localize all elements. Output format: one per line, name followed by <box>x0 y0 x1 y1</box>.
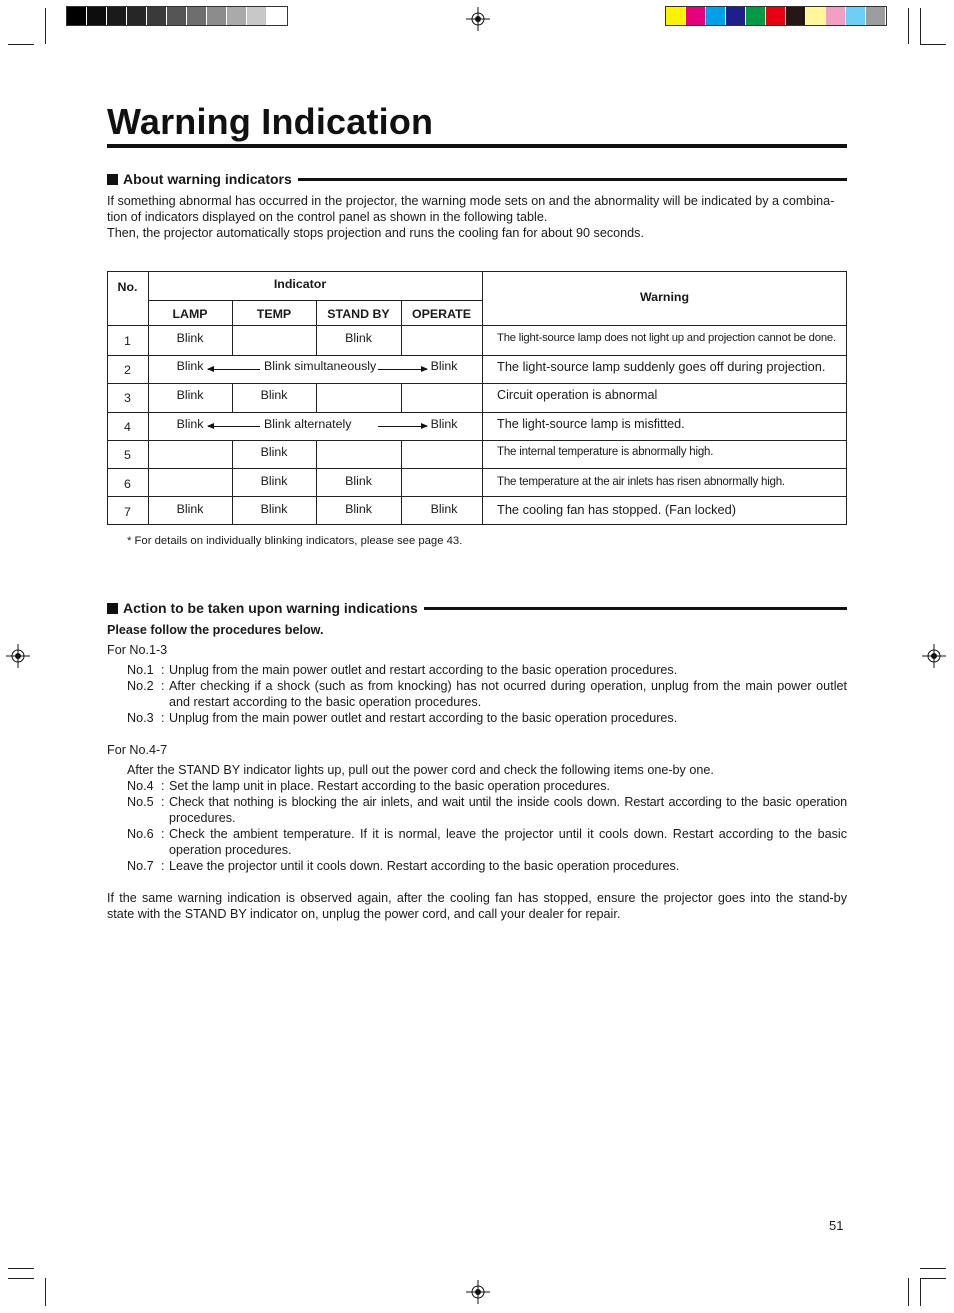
step-number: No.1 <box>127 663 154 677</box>
row-7-no: 7 <box>124 505 131 519</box>
group2-label: For No.4-7 <box>107 743 168 757</box>
step-no3: No.3 : Unplug from the main power outlet and restart according to the basic operation procedures. <box>127 710 847 726</box>
row-2-no: 2 <box>124 363 131 377</box>
step-number: No.6 <box>127 827 154 841</box>
gray-swatch <box>147 7 166 25</box>
row-4-span: Blink alternately <box>264 417 352 431</box>
row-5-temp: Blink <box>260 445 288 459</box>
header-standby: STAND BY <box>327 307 390 321</box>
arrow-left-icon <box>208 369 260 370</box>
row-1-standby: Blink <box>345 331 372 345</box>
color-swatch <box>706 7 725 25</box>
header-operate: OPERATE <box>412 307 471 321</box>
registration-mark-left-icon <box>6 644 30 668</box>
color-swatch <box>746 7 765 25</box>
row-5-warning: The internal temperature is abnormally high. <box>497 446 714 458</box>
header-temp: TEMP <box>256 307 292 321</box>
step-text: Unplug from the main power outlet and restart according to the basic operation procedures. <box>169 663 678 677</box>
registration-mark-top-icon <box>466 7 490 31</box>
row-6-temp: Blink <box>260 474 288 488</box>
row-1-no: 1 <box>124 334 131 348</box>
row-2-lamp: Blink <box>176 359 204 373</box>
row-4-no: 4 <box>124 420 131 434</box>
color-swatch <box>866 7 885 25</box>
row-4-lamp: Blink <box>176 417 204 431</box>
gray-swatch <box>67 7 86 25</box>
step-number: No.3 <box>127 711 154 725</box>
page-title: Warning Indication <box>107 101 434 142</box>
row-4-operate: Blink <box>430 417 458 431</box>
row-2-span: Blink simultaneously <box>264 359 377 373</box>
row-3-lamp: Blink <box>176 388 204 402</box>
gray-swatch <box>247 7 266 25</box>
row-2-warning: The light-source lamp suddenly goes off during projection. <box>497 359 826 374</box>
square-bullet-icon <box>107 603 118 614</box>
color-swatch <box>826 7 845 25</box>
row-7-standby: Blink <box>345 502 372 516</box>
page-number: 51 <box>829 1218 844 1233</box>
step-no5: No.5 : Check that nothing is blocking the air inlets, and wait until the inside cools down. Restart according to the basic operation procedures. <box>127 795 847 825</box>
step-number: No.7 <box>127 859 154 873</box>
square-bullet-icon <box>107 174 118 185</box>
row-1-lamp: Blink <box>176 331 204 345</box>
color-swatch <box>686 7 705 25</box>
step-no4: No.4 : Set the lamp unit in place. Restart according to the basic operation procedures. <box>127 778 847 794</box>
closing-line-1: If the same warning indication is observed again, after the cooling fan has stopped, ensure the projector goes into the stand-by <box>107 891 847 905</box>
step-no7: No.7 : Leave the projector until it cools down. Restart according to the basic operation procedures. <box>127 858 847 874</box>
intro-line-1: If something abnormal has occurred in the projector, the warning mode sets on and the abnormality will be indicated by a combina- <box>107 194 835 208</box>
step-number: No.4 <box>127 779 154 793</box>
row-7-warning: The cooling fan has stopped. (Fan locked) <box>497 502 737 517</box>
row-7-lamp: Blink <box>176 502 204 516</box>
gray-swatch <box>127 7 146 25</box>
gray-swatch <box>227 7 246 25</box>
row-2-operate: Blink <box>430 359 458 373</box>
row-3-no: 3 <box>124 391 131 405</box>
gray-swatch <box>87 7 106 25</box>
color-swatch-bar <box>665 6 887 26</box>
step-text: Set the lamp unit in place. Restart according to the basic operation procedures. <box>169 779 611 793</box>
row-6-no: 6 <box>124 477 131 491</box>
row-7-temp: Blink <box>260 502 288 516</box>
color-swatch <box>666 7 685 25</box>
heading-rule <box>298 178 847 181</box>
group2-intro: After the STAND BY indicator lights up, pull out the power cord and check the following items one-by one. <box>127 763 714 777</box>
header-lamp: LAMP <box>172 307 208 321</box>
row-6-warning: The temperature at the air inlets has risen abnormally high. <box>497 475 785 488</box>
gray-swatch <box>207 7 226 25</box>
row-7-operate: Blink <box>430 502 458 516</box>
title-rule <box>107 144 847 148</box>
section-heading-text: About warning indicators <box>123 171 292 187</box>
color-swatch <box>846 7 865 25</box>
intro-line-2: tion of indicators displayed on the control panel as shown in the following table. <box>107 210 548 224</box>
gray-swatch <box>107 7 126 25</box>
gray-swatch <box>187 7 206 25</box>
registration-mark-right-icon <box>922 644 946 668</box>
color-swatch <box>726 7 745 25</box>
registration-mark-bottom-icon <box>466 1280 490 1304</box>
header-indicator: Indicator <box>273 277 327 291</box>
heading-rule <box>424 607 847 610</box>
intro-line-3: Then, the projector automatically stops projection and runs the cooling fan for about 90 seconds. <box>107 226 644 240</box>
gray-swatch-bar <box>66 6 288 26</box>
section-heading-about <box>107 171 847 187</box>
section-heading-text: Action to be taken upon warning indications <box>123 600 418 616</box>
group1-label: For No.1-3 <box>107 643 168 657</box>
header-warning: Warning <box>639 290 690 304</box>
step-text: Unplug from the main power outlet and restart according to the basic operation procedures. <box>169 711 678 725</box>
arrow-left-icon <box>208 426 260 427</box>
step-text: Check the ambient temperature. If it is normal, leave the projector until it cools down. Restart according to the basic operation procedures. <box>169 827 847 857</box>
step-no1: No.1 : Unplug from the main power outlet and restart according to the basic operation procedures. <box>127 662 847 678</box>
row-6-standby: Blink <box>345 474 372 488</box>
procedures-intro: Please follow the procedures below. <box>107 623 324 637</box>
closing-line-2: state with the STAND BY indicator on, unplug the power cord, and call your dealer for repair. <box>107 907 621 921</box>
gray-swatch <box>267 7 286 25</box>
row-5-no: 5 <box>124 448 131 462</box>
row-3-temp: Blink <box>260 388 288 402</box>
color-swatch <box>806 7 825 25</box>
step-text: Check that nothing is blocking the air inlets, and wait until the inside cools down. Restart according to the basic operation procedures. <box>169 795 847 825</box>
step-number: No.2 <box>127 679 154 693</box>
step-no2: No.2 : After checking if a shock (such as from knocking) has not ocurred during operation, unplug from the main power outlet and restart according to the basic operation procedures. <box>127 679 847 709</box>
step-number: No.5 <box>127 795 154 809</box>
row-1-warning: The light-source lamp does not light up and projection cannot be done. <box>497 332 836 344</box>
step-text: After checking if a shock (such as from knocking) has not ocurred during operation, unplug from the main power outlet and restart according to the basic operation procedures. <box>169 679 847 709</box>
step-no6: No.6 : Check the ambient temperature. If it is normal, leave the projector until it cools down. Restart according to the basic operation procedures. <box>127 827 847 857</box>
header-no: No. <box>117 280 138 294</box>
row-3-warning: Circuit operation is abnormal <box>497 388 658 402</box>
row-4-warning: The light-source lamp is misfitted. <box>497 417 685 431</box>
step-text: Leave the projector until it cools down. Restart according to the basic operation procedures. <box>169 859 680 873</box>
color-swatch <box>786 7 805 25</box>
color-swatch <box>766 7 785 25</box>
gray-swatch <box>167 7 186 25</box>
table-footnote: * For details on individually blinking indicators, please see page 43. <box>127 535 463 547</box>
section-heading-action <box>107 600 847 616</box>
